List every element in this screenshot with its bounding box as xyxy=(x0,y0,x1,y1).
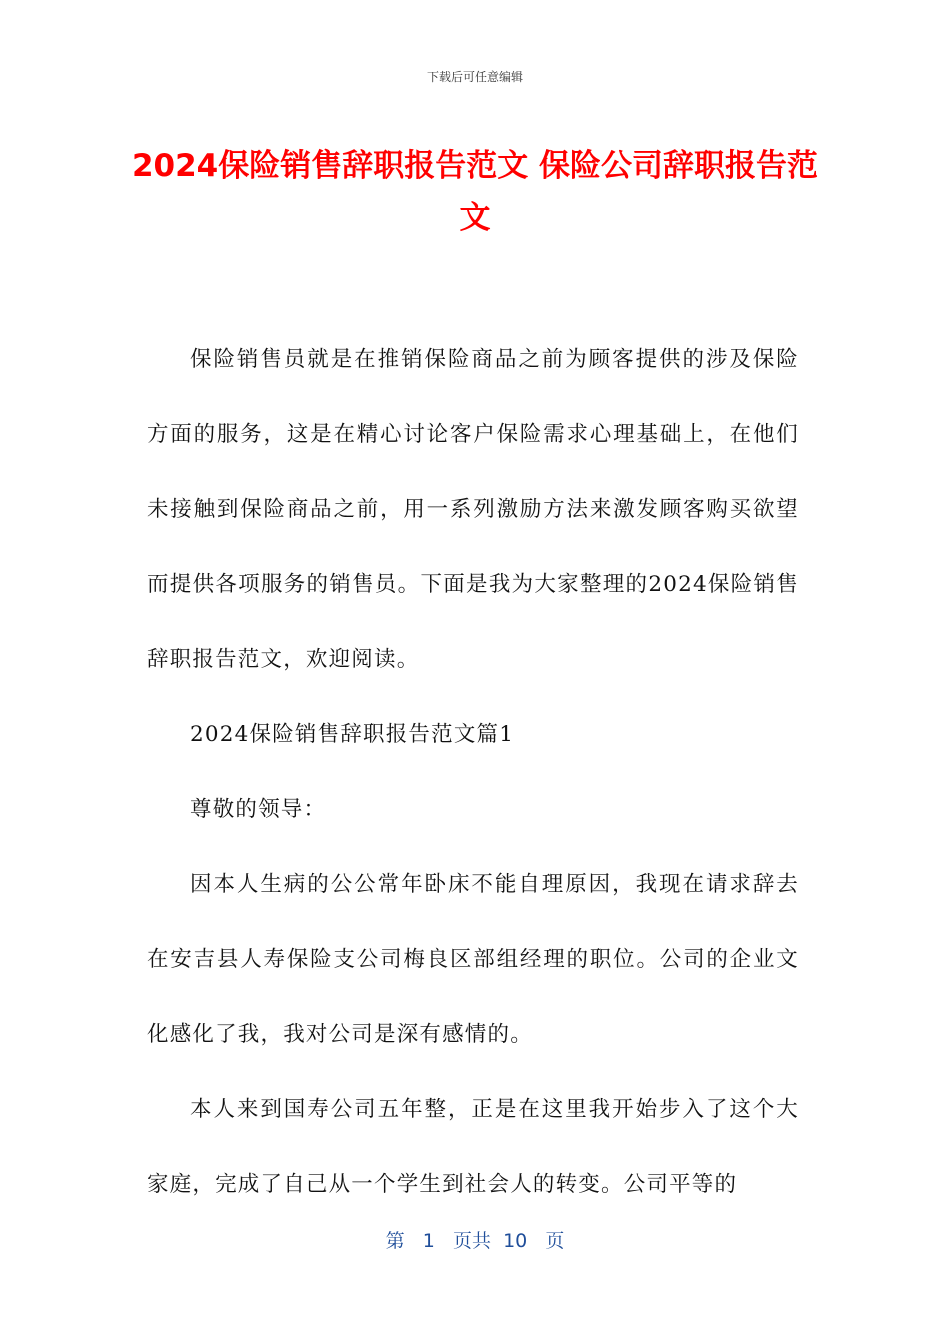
footer-prefix: 第 xyxy=(385,1230,405,1252)
paragraph: 因本人生病的公公常年卧床不能自理原因，我现在请求辞去在安吉县人寿保险支公司梅良区部组经理的职位。公司的企业文化感化了我，我对公司是深有感情的。 xyxy=(147,872,799,1047)
salutation: 尊敬的领导： xyxy=(190,797,327,822)
paragraph: 本人来到国寿公司五年整，正是在这里我开始步入了这个大家庭，完成了自己从一个学生到社会人的转变。公司平等的 xyxy=(147,1097,799,1197)
footer-middle: 页共 xyxy=(452,1230,491,1252)
footer-suffix: 页 xyxy=(545,1230,565,1252)
footer-total-pages: 10 xyxy=(503,1230,528,1252)
document-title: 2024保险销售辞职报告范文 保险公司辞职报告范文 xyxy=(131,148,819,236)
footer-page-number: 1 xyxy=(422,1230,435,1252)
document-body xyxy=(147,322,799,1222)
header-note: 下载后可任意编辑 xyxy=(426,70,523,84)
paragraph-intro: 保险销售员就是在推销保险商品之前为顾客提供的涉及保险方面的服务，这是在精心讨论客户保险需求心理基础上，在他们未接触到保险商品之前，用一系列激励方法来激发顾客购买欲望而提供各项服务的销售员。下面是我为大家整理的2024保险销售辞职报告范文，欢迎阅读。 xyxy=(147,347,799,672)
section-heading: 2024保险销售辞职报告范文篇1 xyxy=(190,722,515,747)
page-footer xyxy=(0,1226,950,1253)
